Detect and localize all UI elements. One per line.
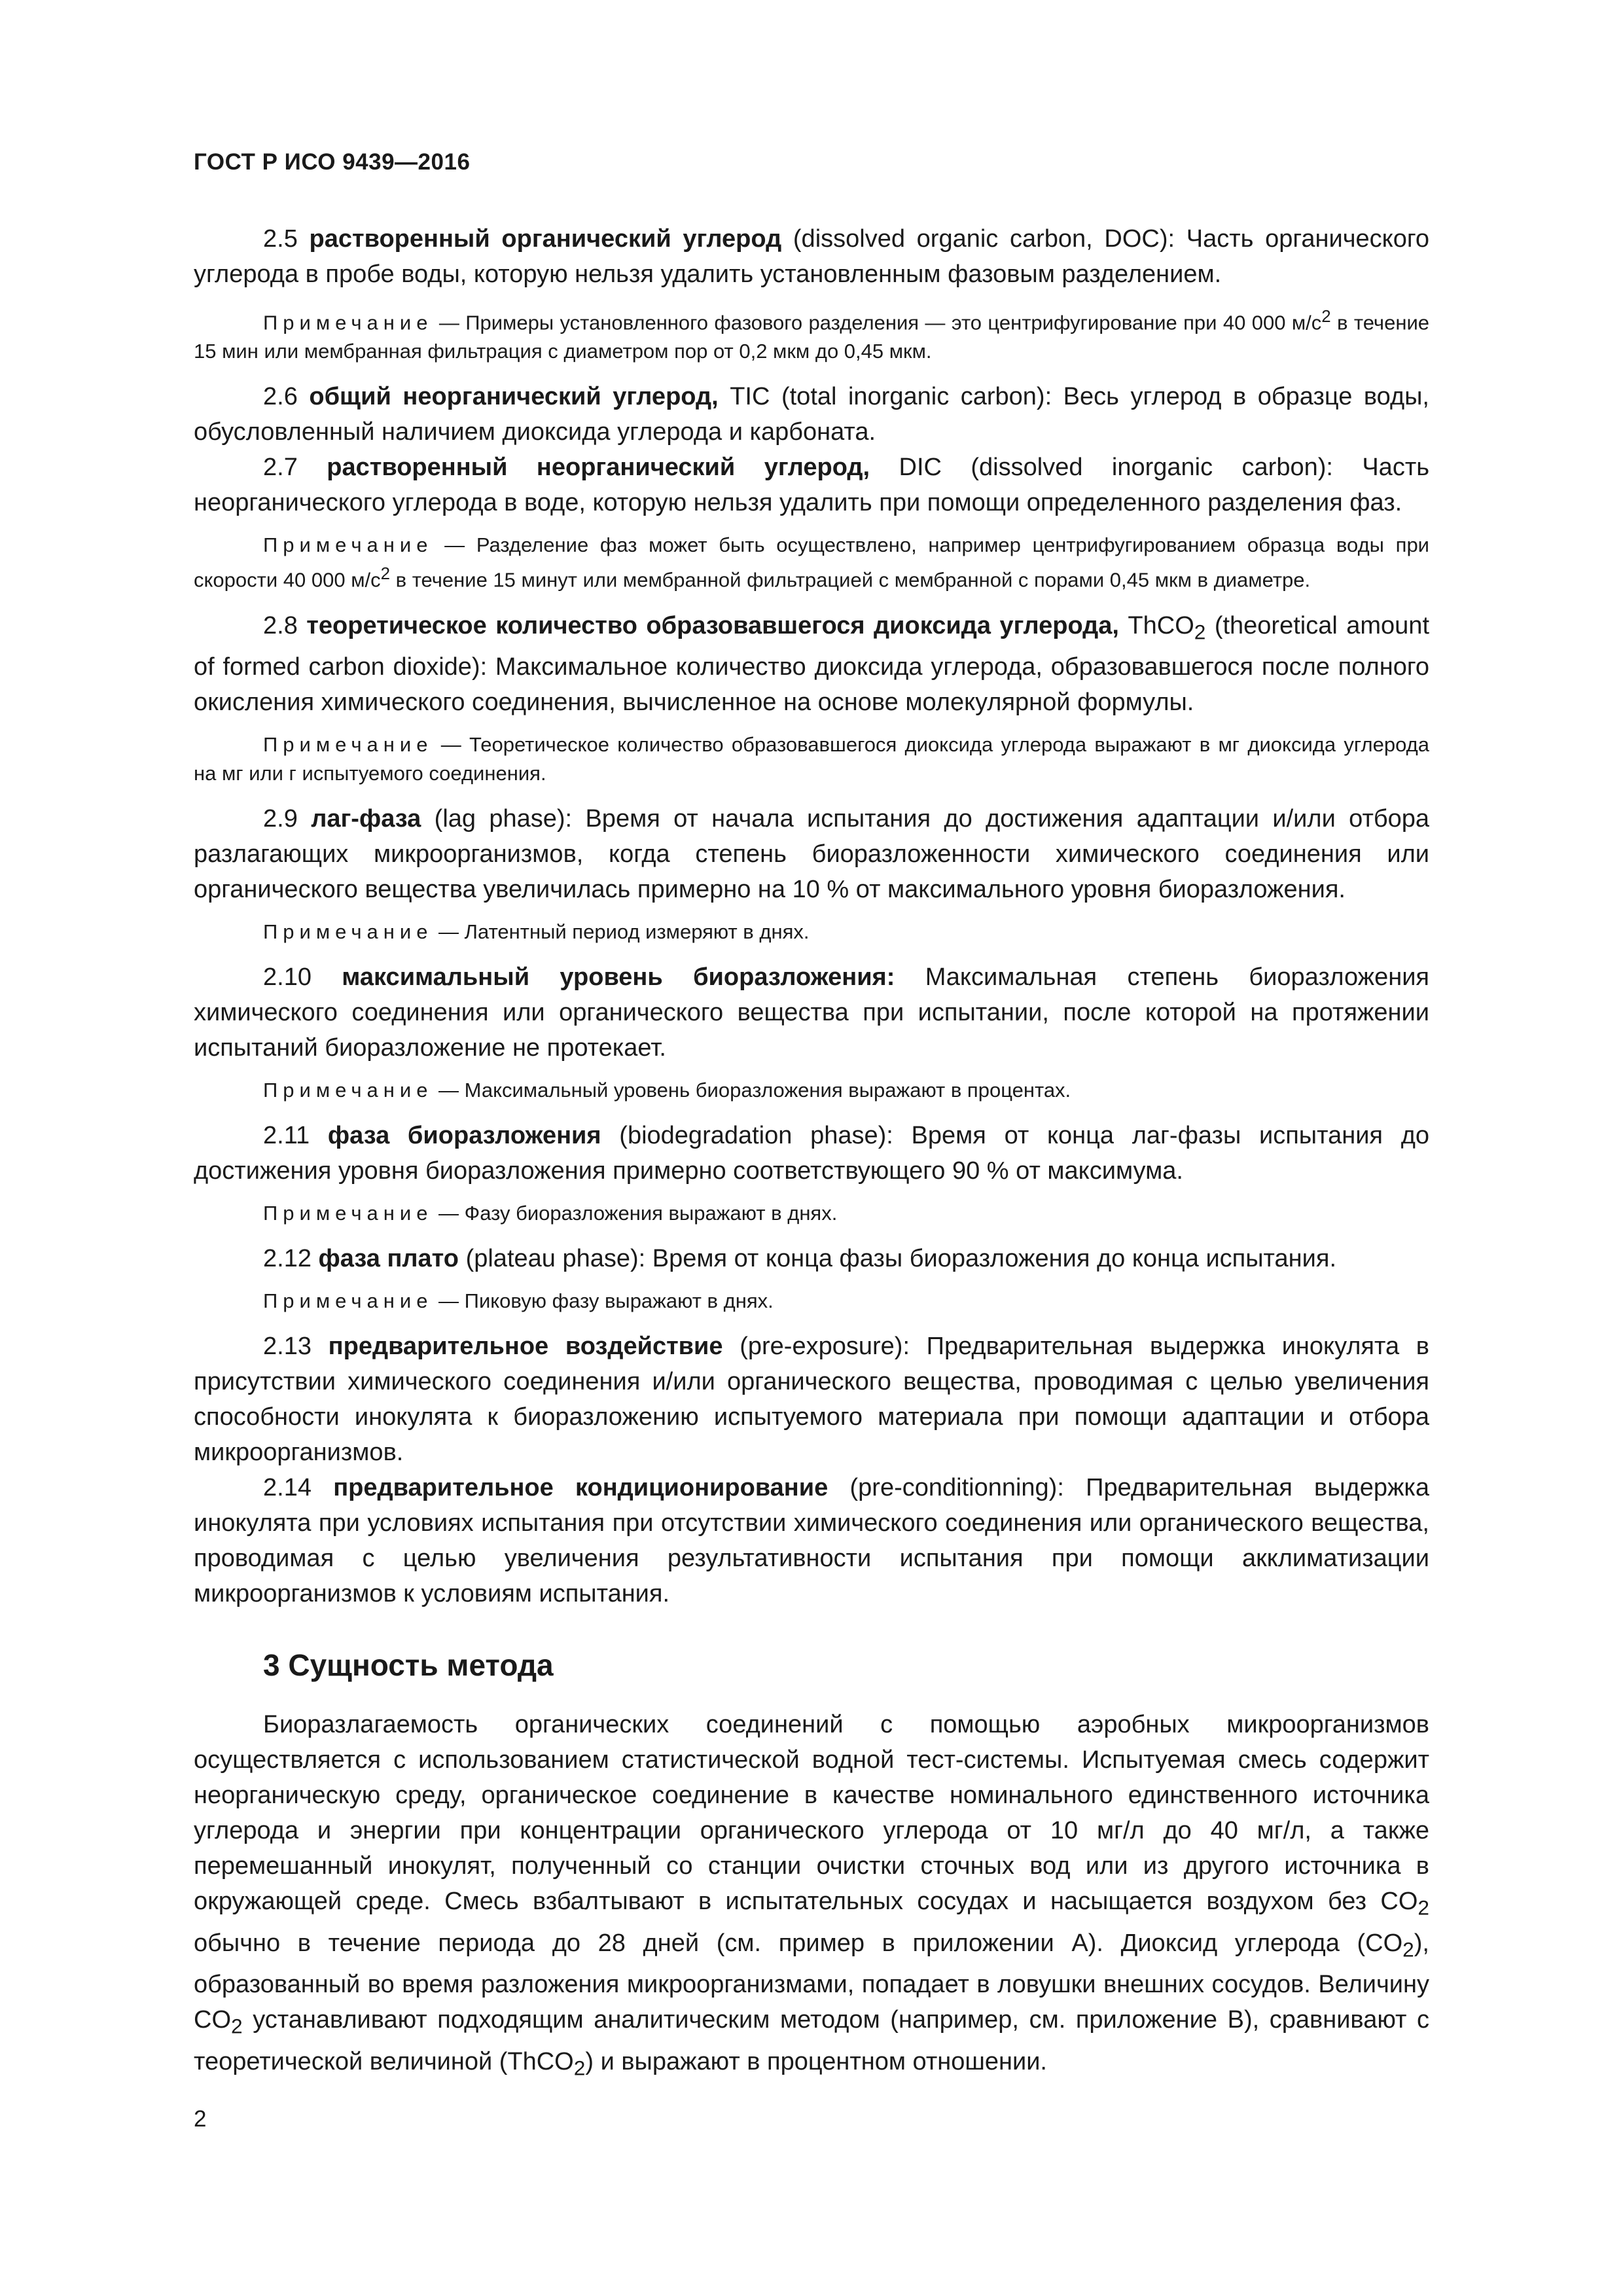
term-entry xyxy=(194,801,1429,907)
note-label: Примечание xyxy=(263,733,433,757)
note-label: Примечание xyxy=(263,1289,433,1313)
subscript: 2 xyxy=(1402,1937,1414,1962)
note-text: — Латентный период измеряют в днях. xyxy=(433,920,810,944)
subscript: 2 xyxy=(1194,620,1206,644)
term-name: общий неорганический углерод, xyxy=(309,383,719,411)
term-number: 2.14 xyxy=(263,1474,312,1502)
note-text: — Пиковую фазу выражают в днях. xyxy=(433,1289,774,1313)
note-label: Примечание xyxy=(263,1202,433,1225)
term-definition: Максимальная степень биоразложения химического соединения или органического вещества при испытании, после которой на протяжении испытаний биоразложение не протекает. xyxy=(194,963,1430,1062)
note-label: Примечание xyxy=(263,1079,433,1102)
term-definition: (pre-exposure): Предварительная выдержка инокулята в присутствии химического соединения и/или органического вещества, проводимая с целью увеличения способности инокулята к биоразложению испытуемого материала при помощи адаптации и отбора микроорганизмов. xyxy=(194,1333,1429,1467)
term-definition: (pre-conditionning): Предварительная выдержка инокулята при условиях испытания при отсутствии химического соединения или органического вещества, проводимая с целью увеличения результативности испытания при помощи акклиматизации микроорганизмов к условиям испытания. xyxy=(194,1474,1430,1608)
note-label: Примечание xyxy=(263,533,433,557)
page-content xyxy=(194,221,1429,2086)
term-entry xyxy=(194,1329,1429,1470)
note xyxy=(194,1199,1429,1228)
term-entry xyxy=(194,450,1429,520)
term-definition: (biodegradation phase): Время от конца лаг-фазы испытания до достижения уровня биоразложения примерно соответствующего 90 % от максимума. xyxy=(194,1122,1430,1185)
term-number: 2.13 xyxy=(263,1333,312,1361)
subscript: 2 xyxy=(231,2015,243,2039)
term-definition: (plateau phase): Время от конца фазы биоразложения до конца испытания. xyxy=(459,1245,1337,1273)
section-paragraph xyxy=(194,1707,1429,2085)
note-label: Примечание xyxy=(263,311,433,334)
term-name: максимальный уровень биоразложения: xyxy=(342,963,895,992)
paragraph-text: устанавливают подходящим аналитическим методом (например, см. приложение В), сравнивают с теоретической величиной (ThCO xyxy=(194,2006,1429,2076)
term-name: предварительное кондиционирование xyxy=(333,1474,829,1502)
note xyxy=(194,302,1429,366)
term-entry xyxy=(194,608,1429,721)
note-text: в течение 15 минут или мембранной фильтрацией с мембранной с порами 0,45 мкм в диаметре. xyxy=(390,568,1311,592)
term-definition: ThCO xyxy=(1118,611,1194,639)
term-number: 2.7 xyxy=(263,454,298,482)
note-text: — Теоретическое количество образовавшегося диоксида углерода выражают в мг диоксида углерода на мг или г испытуемого соединения. xyxy=(194,733,1429,785)
term-number: 2.10 xyxy=(263,963,312,992)
subscript: 2 xyxy=(573,2056,586,2080)
term-definition: DIC (dissolved inorganic carbon): Часть неорганического углерода в воде, которую нельзя удалить при помощи определенного разделения фаз. xyxy=(194,454,1430,517)
term-definition: TIC (total inorganic carbon): Весь углерод в образце воды, обусловленный наличием диоксида углерода и карбоната. xyxy=(194,383,1429,446)
note-label: Примечание xyxy=(263,920,433,944)
subscript: 2 xyxy=(1418,1895,1429,1920)
term-entry xyxy=(194,1241,1429,1276)
term-number: 2.5 xyxy=(263,225,298,253)
superscript: 2 xyxy=(380,565,390,584)
term-name: предварительное воздействие xyxy=(328,1333,723,1361)
term-number: 2.11 xyxy=(263,1122,310,1150)
document-header: ГОСТ Р ИСО 9439—2016 xyxy=(194,149,471,175)
term-entry xyxy=(194,221,1429,292)
term-name: растворенный органический углерод xyxy=(309,225,782,253)
term-definition: (theoretical amount of formed carbon dioxide): Максимальное количество диоксида углерода, образовавшегося после полного окисления химического соединения, вычисленное на основе молекулярной формулы. xyxy=(194,611,1429,717)
term-name: теоретическое количество образовавшегося диоксида углерода, xyxy=(306,611,1119,639)
note xyxy=(194,918,1429,946)
note-text: — Фазу биоразложения выражают в днях. xyxy=(433,1202,838,1225)
note-text: — Примеры установленного фазового разделения — это центрифугирование при 40 000 м/с xyxy=(433,311,1322,334)
section-title: 3 Сущность метода xyxy=(263,1648,554,1683)
term-entry xyxy=(194,960,1429,1066)
term-definition: (lag phase): Время от начала испытания до достижения адаптации и/или отбора разлагающих микроорганизмов, когда степень биоразложенности химического соединения или органического вещества увеличилась примерно на 10 % от максимального уровня биоразложения. xyxy=(194,805,1430,904)
paragraph-text: ) и выражают в процентном отношении. xyxy=(585,2048,1047,2076)
term-entry xyxy=(194,379,1429,450)
term-entry xyxy=(194,1118,1429,1189)
term-number: 2.6 xyxy=(263,383,298,411)
note xyxy=(194,1287,1429,1316)
term-number: 2.12 xyxy=(263,1245,312,1273)
paragraph-text: обычно в течение периода до 28 дней (см. пример в приложении А). Диоксид углерода (CO xyxy=(194,1929,1403,1957)
term-number: 2.8 xyxy=(263,611,298,639)
paragraph-text: Биоразлагаемость органических соединений с помощью аэробных микроорганизмов осуществляется с использованием статистической водной тест-системы. Испытуемая смесь содержит неорганическую среду, органическое соединение в качестве номинального единственного источника углерода и энергии при концентрации органического углерода от 10 мг/л до 40 мг/л, а также перемешанный инокулят, полученный со станции очистки сточных вод или из другого источника в окружающей среде. Смесь взбалтывают в испытательных сосудах и насыщается воздухом без CO xyxy=(194,1711,1429,1916)
term-entry xyxy=(194,1470,1429,1611)
term-name: лаг-фаза xyxy=(311,805,421,833)
note-text: — Разделение фаз может быть осуществлено, например центрифугированием образца воды при скорости 40 000 м/с xyxy=(194,533,1429,592)
term-definition: (dissolved organic carbon, DOC): Часть органического углерода в пробе воды, которую нельзя удалить установленным фазовым разделением. xyxy=(194,225,1430,288)
superscript: 2 xyxy=(1321,308,1331,326)
note xyxy=(194,531,1429,594)
page-number: 2 xyxy=(194,2106,207,2132)
note-text: — Максимальный уровень биоразложения выражают в процентах. xyxy=(433,1079,1071,1102)
term-name: фаза плато xyxy=(318,1245,459,1273)
paragraph-text: ), образованный во время разложения микроорганизмами, попадает в ловушки внешних сосудов. Величину CO xyxy=(194,1929,1429,2034)
note xyxy=(194,1076,1429,1105)
note-text: в течение 15 мин или мембранная фильтрация с диаметром пор от 0,2 мкм до 0,45 мкм. xyxy=(194,311,1430,363)
note xyxy=(194,730,1429,788)
term-number: 2.9 xyxy=(263,805,298,833)
term-name: растворенный неорганический углерод, xyxy=(327,454,870,482)
term-name: фаза биоразложения xyxy=(327,1122,601,1150)
